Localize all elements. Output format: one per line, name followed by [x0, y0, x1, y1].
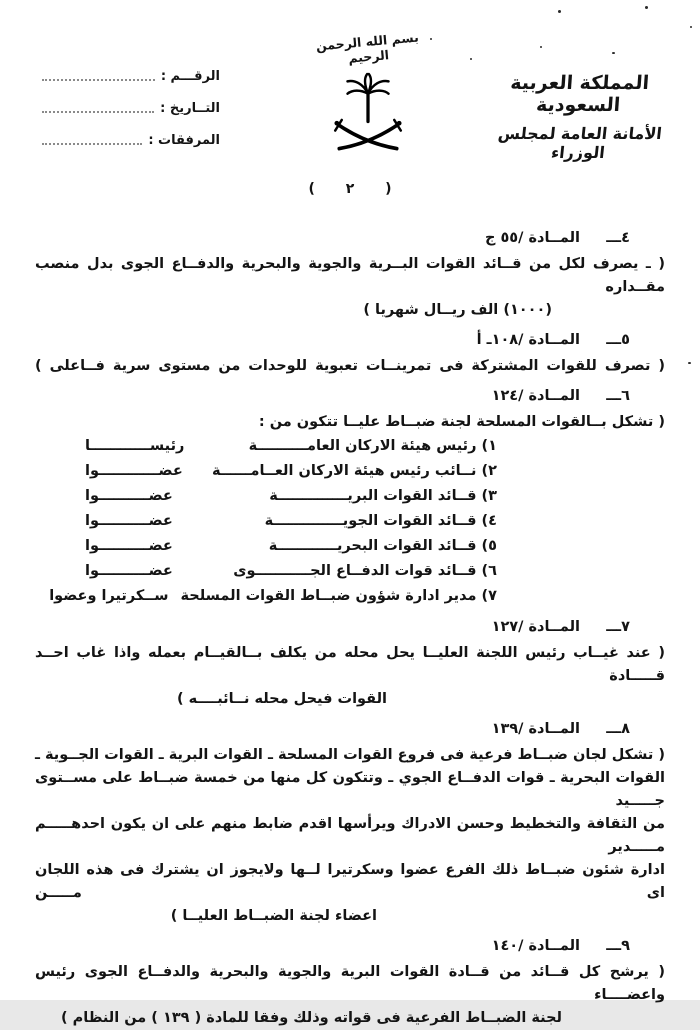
article-number: ٤ـــ — [606, 230, 630, 246]
member-title: ٤) قــائد القوات الجويــــــــــــــة — [264, 513, 497, 529]
article-heading — [35, 329, 630, 352]
bismillah-calligraphy: بسم الله الرحمن الرحيم — [315, 29, 420, 66]
article-title: المــادة /١٠٨ـ أ — [476, 332, 580, 348]
emblem-block — [315, 29, 420, 167]
article-title: المــادة /١٢٤ — [491, 388, 580, 404]
article-number: ٦ـــ — [606, 388, 630, 404]
article-heading — [35, 935, 630, 958]
article-title: المــادة /١٤٠ — [491, 938, 580, 954]
article-124 — [35, 385, 665, 609]
article-heading — [35, 227, 630, 250]
committee-member-row — [85, 484, 497, 509]
noise-dot — [430, 38, 432, 40]
number-field-line — [42, 68, 155, 81]
member-role: عضــــــــــوا — [85, 513, 173, 529]
date-field-label: التــاريخ : — [160, 101, 220, 116]
member-role: عضــــــــــــوا — [85, 463, 183, 479]
secretariat-name: الأمانة العامة لمجلس الوزراء — [497, 124, 663, 162]
article-number: ٩ـــ — [606, 938, 630, 954]
article-number: ٧ـــ — [606, 619, 630, 635]
article-text-line: ادارة شئون ضبــاط ذلك الفرع عضوا وسكرتيرا لــها ولايجوز ان يشترك فى هذه اللجان اى مـــــن — [35, 862, 665, 901]
noise-dot — [612, 52, 615, 54]
article-text-line: ( تشكل لجان ضبــاط فرعية فى فروع القوات المسلحة ـ القوات البرية ـ القوات الجــوية ـ — [35, 747, 665, 763]
article-title: المــادة /٥٥ ج — [484, 230, 580, 246]
noise-dot — [645, 6, 648, 9]
member-role: عضــــــــــوا — [85, 538, 173, 554]
committee-members-list — [49, 434, 497, 609]
article-text-line: القوات فيحل محله نــائبــــه ) — [176, 691, 387, 707]
article-number: ٨ـــ — [606, 721, 630, 737]
saudi-palm-and-crossed-swords-icon — [327, 67, 409, 163]
kingdom-name: المملكة العربية السعودية — [509, 72, 650, 116]
article-127 — [35, 616, 665, 711]
committee-member-row — [85, 434, 497, 459]
member-title: ٥) قــائد القوات البحريــــــــــــة — [268, 538, 497, 554]
committee-intro-line: ( تشكل بــالقوات المسلحة لجنة ضبــاط عليــا تتكون من : — [258, 414, 665, 430]
article-heading — [35, 385, 630, 408]
date-field — [38, 100, 220, 116]
attachments-field-line — [42, 132, 142, 145]
member-title: ٦) قــائد قوات الدفــاع الجـــــــــــوى — [233, 563, 497, 579]
article-140 — [35, 935, 665, 1030]
article-55c — [35, 227, 665, 322]
article-title: المــادة /١٢٧ — [491, 619, 580, 635]
attachments-field-label: المرفقات : — [148, 133, 220, 148]
noise-dot — [558, 10, 561, 13]
committee-member-row — [85, 459, 497, 484]
noise-dot — [470, 58, 472, 60]
article-139 — [35, 718, 665, 928]
article-text-line: ( ـ يصرف لكل من قــائد القوات البــرية والجوية والبحرية والدفــاع الجوى بدل منصب مقــداره — [35, 256, 665, 295]
noise-dot — [688, 362, 691, 364]
member-role: عضــــــــــوا — [85, 563, 173, 579]
member-role: ســكرتيرا وعضوا — [49, 588, 169, 604]
article-108a — [35, 329, 665, 378]
article-heading — [35, 718, 630, 741]
article-text-line: ( يرشح كل قــائد من قــادة القوات البرية والجوية والبحرية والدفــاع الجوى رئيس واعضــــاء — [35, 964, 665, 1003]
date-field-line — [42, 100, 154, 113]
article-title: المــادة /١٣٩ — [491, 721, 580, 737]
article-text-line: من الثقافة والتخطيط وحسن الادراك ويرأسها اقدم ضابط منهم على ان يكون احدهـــــم مـــــدير — [35, 816, 665, 855]
committee-member-row — [49, 584, 497, 609]
article-text-line: القوات البحرية ـ قوات الدفــاع الجوي ـ وتتكون كل منها من خمسة ضبــاط على مســتوى جـــــيد — [35, 770, 665, 809]
number-field-label: الرقـــم : — [160, 69, 220, 84]
article-text-line: اعضاء لجنة الضبــاط العليــا ) — [170, 908, 377, 924]
attachments-field — [38, 132, 220, 148]
article-text-line: (١٠٠٠) الف ريــال شهريا ) — [363, 302, 552, 318]
noise-dot — [540, 46, 542, 48]
committee-member-row — [85, 559, 497, 584]
org-name-block — [474, 72, 684, 162]
committee-member-row — [85, 509, 497, 534]
member-role: عضــــــــــوا — [85, 488, 173, 504]
member-title: ١) رئيس هيئة الاركان العامــــــــــة — [248, 438, 497, 454]
page-number: ( ٢ ) — [308, 181, 392, 197]
article-text-line: ( تصرف للقوات المشتركة فى تمرينــات تعبوية للوحدات من مستوى سرية فــاعلى ) — [35, 358, 665, 374]
member-title: ٧) مدير ادارة شؤون ضبــاط القوات المسلحة — [180, 588, 497, 604]
article-text-line: لجنة الضبــاط الفرعية فى قواته وذلك وفقا للمادة ( ١٣٩ ) من النظام ) — [60, 1010, 562, 1026]
member-title: ٣) قــائد القوات البريــــــــــــــة — [269, 488, 497, 504]
article-text-line: ( عند غيــاب رئيس اللجنة العليــا يحل محله من يكلف بــالقيــام بعمله واذا غاب احــد قـــــادة — [35, 645, 665, 684]
committee-member-row — [85, 534, 497, 559]
article-number: ٥ـــ — [606, 332, 630, 348]
number-field — [38, 68, 220, 84]
reference-fields — [38, 68, 220, 164]
article-heading — [35, 616, 630, 639]
noise-dot — [690, 26, 692, 28]
member-role: رئيســــــــــــا — [85, 438, 185, 454]
document-body — [35, 220, 665, 1030]
member-title: ٢) نــائب رئيس هيئة الاركان العــامــــــة — [211, 463, 497, 479]
